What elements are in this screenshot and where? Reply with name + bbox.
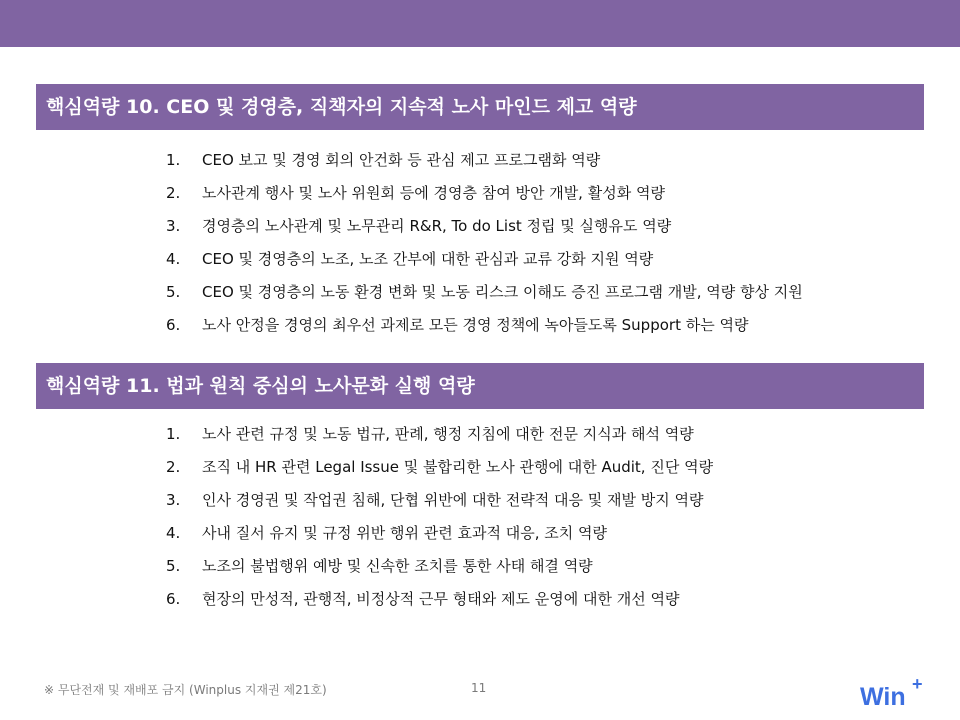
item-text: 경영층의 노사관계 및 노무관리 R&R, To do List 정립 및 실행유도 역량 xyxy=(202,217,672,235)
item-text: 노사 안정을 경영의 최우선 과제로 모든 경영 정책에 녹아들도록 Support 하는 역량 xyxy=(202,316,749,334)
list-item xyxy=(166,309,803,342)
item-text: CEO 및 경영층의 노조, 노조 간부에 대한 관심과 교류 강화 지원 역량 xyxy=(202,250,654,268)
item-text: CEO 및 경영층의 노동 환경 변화 및 노동 리스크 이해도 증진 프로그램 개발, 역량 향상 지원 xyxy=(202,283,803,301)
list-item xyxy=(166,517,713,550)
list-item xyxy=(166,583,713,616)
item-text: 노사관계 행사 및 노사 위원회 등에 경영층 참여 방안 개발, 활성화 역량 xyxy=(202,184,665,202)
item-number: 4. xyxy=(166,250,181,268)
section-header-11 xyxy=(36,363,924,409)
item-text: 사내 질서 유지 및 규정 위반 행위 관련 효과적 대응, 조치 역량 xyxy=(202,524,607,542)
list-item xyxy=(166,484,713,517)
item-number: 5. xyxy=(166,283,181,301)
list-item xyxy=(166,276,803,309)
page-number: 11 xyxy=(471,681,487,695)
item-text: 조직 내 HR 관련 Legal Issue 및 불합리한 노사 관행에 대한 Audit, 진단 역량 xyxy=(202,458,714,476)
item-text: 노조의 불법행위 예방 및 신속한 조치를 통한 사태 해결 역량 xyxy=(202,557,593,575)
section-title: 핵심역량 10. CEO 및 경영층, 직책자의 지속적 노사 마인드 제고 역량 xyxy=(46,96,637,118)
item-number: 4. xyxy=(166,524,181,542)
copyright-notice: ※ 무단전재 및 재배포 금지 (Winplus 지재권 제21호) xyxy=(44,683,327,697)
list-item xyxy=(166,550,713,583)
winplus-logo xyxy=(858,672,930,712)
competency-list-10 xyxy=(166,144,803,342)
list-item xyxy=(166,451,713,484)
logo-plus: + xyxy=(912,674,923,694)
logo-text: Win xyxy=(860,683,906,711)
item-number: 3. xyxy=(166,491,181,509)
item-text: 인사 경영권 및 작업권 침해, 단협 위반에 대한 전략적 대응 및 재발 방지 역량 xyxy=(202,491,704,509)
item-number: 2. xyxy=(166,458,181,476)
section-title: 핵심역량 11. 법과 원칙 중심의 노사문화 실행 역량 xyxy=(46,375,475,397)
section-header-10 xyxy=(36,84,924,130)
item-number: 1. xyxy=(166,425,181,443)
list-item xyxy=(166,243,803,276)
competency-list-11 xyxy=(166,418,713,616)
item-text: 노사 관련 규정 및 노동 법규, 판례, 행정 지침에 대한 전문 지식과 해석 역량 xyxy=(202,425,694,443)
list-item xyxy=(166,210,803,243)
list-item xyxy=(166,144,803,177)
list-item xyxy=(166,418,713,451)
item-number: 2. xyxy=(166,184,181,202)
item-text: 현장의 만성적, 관행적, 비정상적 근무 형태와 제도 운영에 대한 개선 역량 xyxy=(202,590,680,608)
item-number: 6. xyxy=(166,316,181,334)
item-number: 5. xyxy=(166,557,181,575)
item-number: 6. xyxy=(166,590,181,608)
list-item xyxy=(166,177,803,210)
item-number: 3. xyxy=(166,217,181,235)
item-text: CEO 보고 및 경영 회의 안건화 등 관심 제고 프로그램화 역량 xyxy=(202,151,601,169)
item-number: 1. xyxy=(166,151,181,169)
top-accent-band xyxy=(0,0,960,47)
